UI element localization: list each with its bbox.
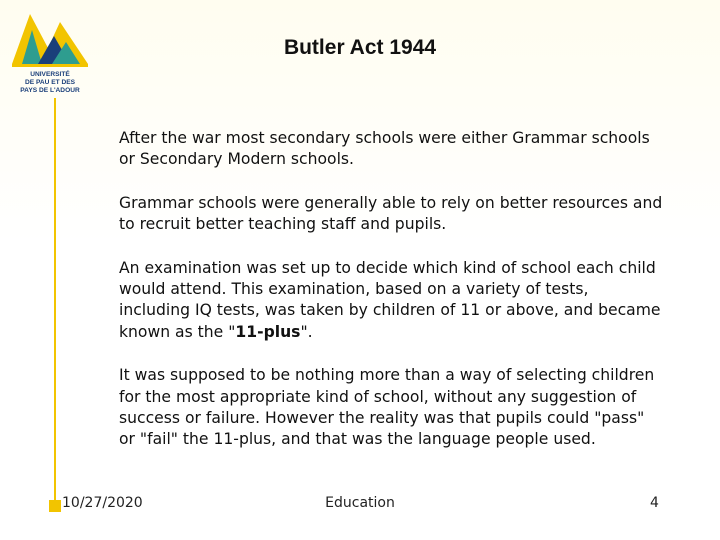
footer-title: Education	[325, 495, 395, 511]
paragraph-1: After the war most secondary schools were either Grammar schools or Secondary Modern schools.	[119, 129, 650, 169]
eleven-plus-term: 11-plus	[235, 322, 301, 341]
paragraph-3-text-before: An examination was set up to decide which kind of school each child would attend. This examination, based on a variety of tests, including IQ tests, was taken by children of 11 or above, and became known as the "	[119, 258, 661, 341]
paragraph-2: Grammar schools were generally able to rely on better resources and to recruit better teaching staff and pupils.	[119, 193, 663, 234]
logo-line-1: UNIVERSITÉ	[30, 71, 70, 78]
slide-number: 4	[650, 495, 659, 511]
paragraph-3	[119, 258, 664, 344]
logo-line-3: PAYS DE L'ADOUR	[20, 87, 80, 94]
paragraph-4: It was supposed to be nothing more than a way of selecting children for the most appropriate kind of school, without any suggestion of success or failure. However the reality was that pupils could "pass" or "fail" the 11-plus, and that was the language people used.	[119, 366, 655, 449]
footer-date: 10/27/2020	[62, 495, 143, 511]
slide-body	[119, 128, 664, 473]
left-accent-line	[54, 98, 56, 510]
logo-line-2: DE PAU ET DES	[24, 79, 76, 86]
slide-title: Butler Act 1944	[283, 36, 437, 59]
paragraph-3-text-after: ".	[300, 322, 313, 341]
